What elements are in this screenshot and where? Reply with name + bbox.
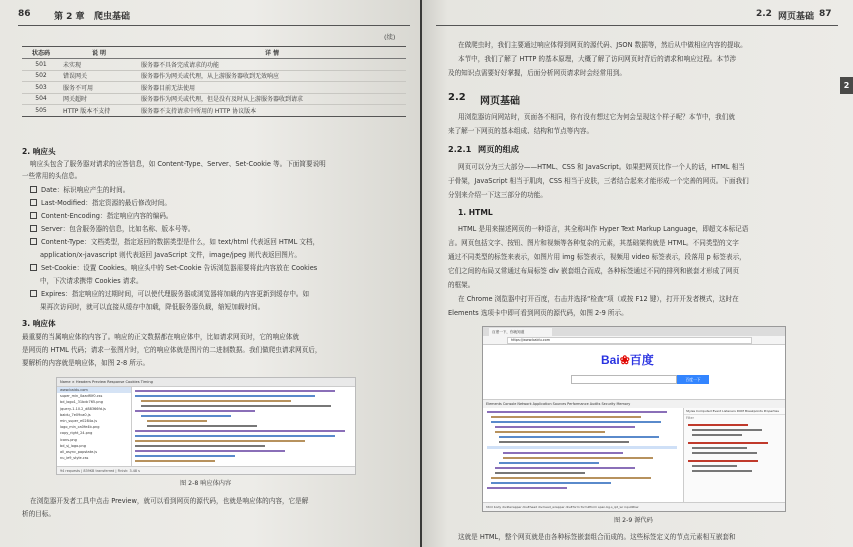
bullet-text: Server：包含服务器的信息，比如名称、版本号等。 bbox=[41, 225, 195, 233]
response-source-code bbox=[135, 390, 351, 464]
file-item[interactable]: nu_ie9_style.css bbox=[60, 456, 89, 461]
browser-screenshot bbox=[482, 326, 786, 512]
paw-icon: ❀ bbox=[619, 353, 630, 367]
devtools-tabbar: Name × Headers Preview Response Cookies Timing bbox=[57, 378, 356, 387]
paragraph-line: 一些常用的头信息。 bbox=[22, 172, 82, 180]
paragraph-line: 及的知识点需要好好掌握，后面分析网页请求时会经常用到。 bbox=[448, 69, 627, 77]
file-item[interactable]: icons.png bbox=[60, 437, 77, 442]
bullet-text: Expires：指定响应的过期时间，可以使代理服务器或浏览器将加载的内容更新到缓存中。如 bbox=[41, 290, 310, 298]
page-number: 87 bbox=[819, 9, 832, 19]
search-button[interactable]: 百度一下 bbox=[677, 375, 709, 384]
browser-tab[interactable]: 百度一下，你就知道 bbox=[489, 328, 552, 336]
bullet-text: Set-Cookie：设置 Cookies。响应头中的 Set-Cookie 告诉浏览器需要将此内容放在 Cookies bbox=[41, 264, 318, 272]
table-cell: 504 bbox=[22, 93, 60, 105]
left-page bbox=[0, 0, 420, 547]
bullet-item bbox=[30, 262, 317, 274]
checkbox-icon bbox=[30, 186, 37, 193]
styles-panel bbox=[683, 408, 786, 502]
bullet-item bbox=[30, 223, 195, 235]
file-item[interactable]: jquery-1.10.2_d88366fd.js bbox=[60, 406, 106, 411]
table-cell: 未实现 bbox=[60, 59, 138, 71]
status-code-table bbox=[22, 46, 406, 117]
browser-toolbar bbox=[483, 336, 785, 345]
h2-title: 网页基础 bbox=[480, 96, 520, 107]
table-header-row bbox=[22, 47, 406, 59]
file-item[interactable]: super_min_0aadf0f0.css bbox=[60, 394, 103, 399]
table-row bbox=[22, 105, 406, 117]
table-cell: 503 bbox=[22, 82, 60, 94]
styles-tabbar: Styles Computed Event Listeners DOM Breakpoints Properties bbox=[684, 408, 786, 415]
file-item[interactable]: bd_logo1_31bdc765.png bbox=[60, 400, 103, 405]
section-number: 2.2 bbox=[756, 9, 772, 19]
table-cell: 错误网关 bbox=[60, 70, 138, 82]
bullet-item bbox=[30, 236, 319, 248]
browser-tabstrip bbox=[483, 327, 785, 336]
checkbox-icon bbox=[30, 212, 37, 219]
bullet-continuation: 中，下次请求携带 Cookies 请求。 bbox=[40, 277, 143, 285]
table-cell: 服务器作为网关或代理，从上游服务器收到无效响应 bbox=[138, 70, 406, 82]
page-viewport bbox=[483, 345, 785, 399]
devtools-tabbar: Elements Console Network Application Sources Performance Audits Security Memory bbox=[483, 399, 786, 409]
paragraph-line: 来了解一下网页的基本组成、结构和节点等内容。 bbox=[448, 127, 594, 135]
bullet-item bbox=[30, 197, 171, 209]
figure-caption: 图 2-8 响应体内容 bbox=[180, 480, 232, 487]
file-item[interactable]: baidu_7e09ca0.js bbox=[60, 412, 91, 417]
section-heading: 2. 响应头 bbox=[22, 147, 56, 156]
devtools-status-bar: 94 requests | 839KB transferred | Finish: 3.48 s bbox=[57, 466, 356, 475]
paragraph-line: 言。网页包括文字、按钮、图片和视频等各种复杂的元素，其基础架构就是 HTML。不同类型的文字 bbox=[448, 239, 739, 247]
paragraph-line: 在做爬虫时，我们主要通过响应体得到网页的源代码、JSON 数据等，然后从中做相应内容的提取。 bbox=[458, 41, 747, 49]
bullet-item bbox=[30, 184, 129, 196]
table-cell: 服务器不支持请求中所用的 HTTP 协议版本 bbox=[138, 105, 406, 117]
devtools-file-list bbox=[57, 387, 132, 466]
file-item[interactable]: min_super_e0284a.js bbox=[60, 419, 98, 424]
search-input[interactable] bbox=[571, 375, 677, 384]
file-item[interactable]: bd_sj_logo.png bbox=[60, 443, 86, 448]
right-page bbox=[422, 0, 853, 547]
bullet-text: Content-Encoding：指定响应内容的编码。 bbox=[41, 212, 173, 220]
paragraph-line: 在浏览器开发者工具中点击 Preview，就可以看到网页的源代码，也就是响应体的内容，它是解 bbox=[30, 497, 309, 505]
devtools-screenshot bbox=[56, 377, 356, 475]
paragraph-line: 本节中，我们了解了 HTTP 的基本原理，大概了解了访问网页时背后的请求和响应过程。本节涉 bbox=[458, 55, 737, 63]
elements-panel bbox=[483, 408, 683, 502]
file-item[interactable]: copy_right_24.png bbox=[60, 431, 93, 436]
table-cell: 502 bbox=[22, 70, 60, 82]
figure-caption: 图 2-9 源代码 bbox=[614, 517, 653, 524]
bullet-text: Date：标识响应产生的时间。 bbox=[41, 186, 130, 194]
section-heading: 3. 响应体 bbox=[22, 319, 56, 328]
table-header: 说 明 bbox=[60, 47, 138, 59]
file-item[interactable]: logo_min_ca0fe4b.png bbox=[60, 425, 100, 430]
paragraph-line: 响应头包含了服务器对请求的应答信息，如 Content-Type、Server、Set-Cookie 等。下面简要说明 bbox=[30, 160, 326, 168]
paragraph-line: 用浏览器访问网站时，页面各不相同，你有没有想过它为何会呈现这个样子呢？本节中，我们就 bbox=[458, 113, 735, 121]
table-row bbox=[22, 93, 406, 105]
checkbox-icon bbox=[30, 225, 37, 232]
h3-title: 网页的组成 bbox=[478, 144, 519, 154]
table-cell: 服务器不具备完成请求的功能 bbox=[138, 59, 406, 71]
subsection-heading: 1. HTML bbox=[458, 208, 493, 217]
paragraph-line: 这就是 HTML，整个网页就是由各种标签嵌套组合而成的。这些标签定义的节点元素相互嵌套和 bbox=[458, 533, 736, 541]
baidu-logo: Bai❀百度 bbox=[601, 353, 654, 367]
paragraph-line: 在 Chrome 浏览器中打开百度，右击并选择“检查”项（或按 F12 键），打开开发者模式，这时在 bbox=[458, 295, 739, 303]
table-cell: 501 bbox=[22, 59, 60, 71]
file-item[interactable]: all_async_popstate.js bbox=[60, 450, 98, 455]
bullet-continuation: 果再次访问时，就可以直接从缓存中加载，降低服务器负载，缩短加载时间。 bbox=[40, 303, 265, 311]
table-cell: 服务不可用 bbox=[60, 82, 138, 94]
page-number: 86 bbox=[18, 9, 31, 19]
chapter-label: 第 2 章 bbox=[54, 12, 85, 22]
paragraph-line: 于骨架，JavaScript 相当于肌肉，CSS 相当于皮肤，三者结合起来才能形成一个完善的网页。下面我们 bbox=[448, 177, 749, 185]
h3-number: 2.2.1 bbox=[448, 144, 472, 154]
table-cell: HTTP 版本不支持 bbox=[60, 105, 138, 117]
checkbox-icon bbox=[30, 238, 37, 245]
paragraph-line: 要解析的内容就是响应体，如图 2-8 所示。 bbox=[22, 359, 150, 367]
paragraph-line: 通过不同类型的标签来表示，如图片用 img 标签表示，视频用 video 标签表示，段落用 p 标签表示， bbox=[448, 253, 746, 261]
table-cell: 网关超时 bbox=[60, 93, 138, 105]
bullet-item bbox=[30, 288, 309, 300]
paragraph-line: HTML 是用来描述网页的一种语言，其全称叫作 Hyper Text Markup Language，即超文本标记语 bbox=[458, 225, 749, 233]
h2-number: 2.2 bbox=[448, 92, 466, 103]
table-cell: 服务器作为网关或代理，但是没有及时从上游服务器收到请求 bbox=[138, 93, 406, 105]
address-bar[interactable]: https://www.baidu.com bbox=[507, 337, 752, 344]
table-cell: 505 bbox=[22, 105, 60, 117]
paragraph-line: 网页可以分为三大部分——HTML、CSS 和 JavaScript。如果把网页比作一个人的话，HTML 相当 bbox=[458, 163, 745, 171]
paragraph-line: 最重要的当属响应体的内容了。响应的正文数据都在响应体中，比如请求网页时，它的响应体就 bbox=[22, 333, 299, 341]
bullet-continuation: application/x-javascript 则代表返回 JavaScript 文件，image/jpeg 则代表返回图片。 bbox=[40, 251, 302, 259]
table-row bbox=[22, 70, 406, 82]
styles-filter-input[interactable]: Filter bbox=[686, 416, 694, 420]
table-row bbox=[22, 82, 406, 94]
paragraph-line: 分别来介绍一下这三部分的功能。 bbox=[448, 191, 547, 199]
checkbox-icon bbox=[30, 290, 37, 297]
paragraph-line: 是网页的 HTML 代码；请求一张图片时，它的响应体就是图片的二进制数据。我们做爬虫请求网页后， bbox=[22, 346, 322, 354]
table-header: 详 情 bbox=[138, 47, 406, 59]
header-rule bbox=[18, 25, 410, 26]
bullet-text: Last-Modified：指定资源的最后修改时间。 bbox=[41, 199, 171, 207]
paragraph-line: Elements 选项卡中即可看到网页的源代码，如图 2-9 所示。 bbox=[448, 309, 628, 317]
paragraph-line: 析的目标。 bbox=[22, 510, 55, 518]
continued-label: (续) bbox=[384, 33, 396, 41]
dom-breadcrumb: html body div#wrapper div#head div.head_wrapper div#form form#form span.bg.s_ipt_wr input#kw bbox=[483, 502, 786, 512]
bullet-text: Content-Type：文档类型，指定返回的数据类型是什么，如 text/html 代表返回 HTML 文档， bbox=[41, 238, 320, 246]
table-cell: 服务器目前无法使用 bbox=[138, 82, 406, 94]
section-header-title: 网页基础 bbox=[778, 12, 815, 22]
checkbox-icon bbox=[30, 199, 37, 206]
table-header: 状态码 bbox=[22, 47, 60, 59]
bullet-item bbox=[30, 210, 173, 222]
chapter-side-tab: 2 bbox=[840, 77, 853, 94]
paragraph-line: 它们之间的布局又常通过布局标签 div 嵌套组合而成，各种标签通过不同的排列和嵌套才形成了网页 bbox=[448, 267, 740, 275]
checkbox-icon bbox=[30, 264, 37, 271]
header-rule bbox=[436, 25, 838, 26]
table-row bbox=[22, 59, 406, 71]
paragraph-line: 的框架。 bbox=[448, 281, 475, 289]
file-item[interactable]: www.baidu.com bbox=[57, 387, 131, 393]
chapter-title: 爬虫基础 bbox=[94, 12, 131, 22]
